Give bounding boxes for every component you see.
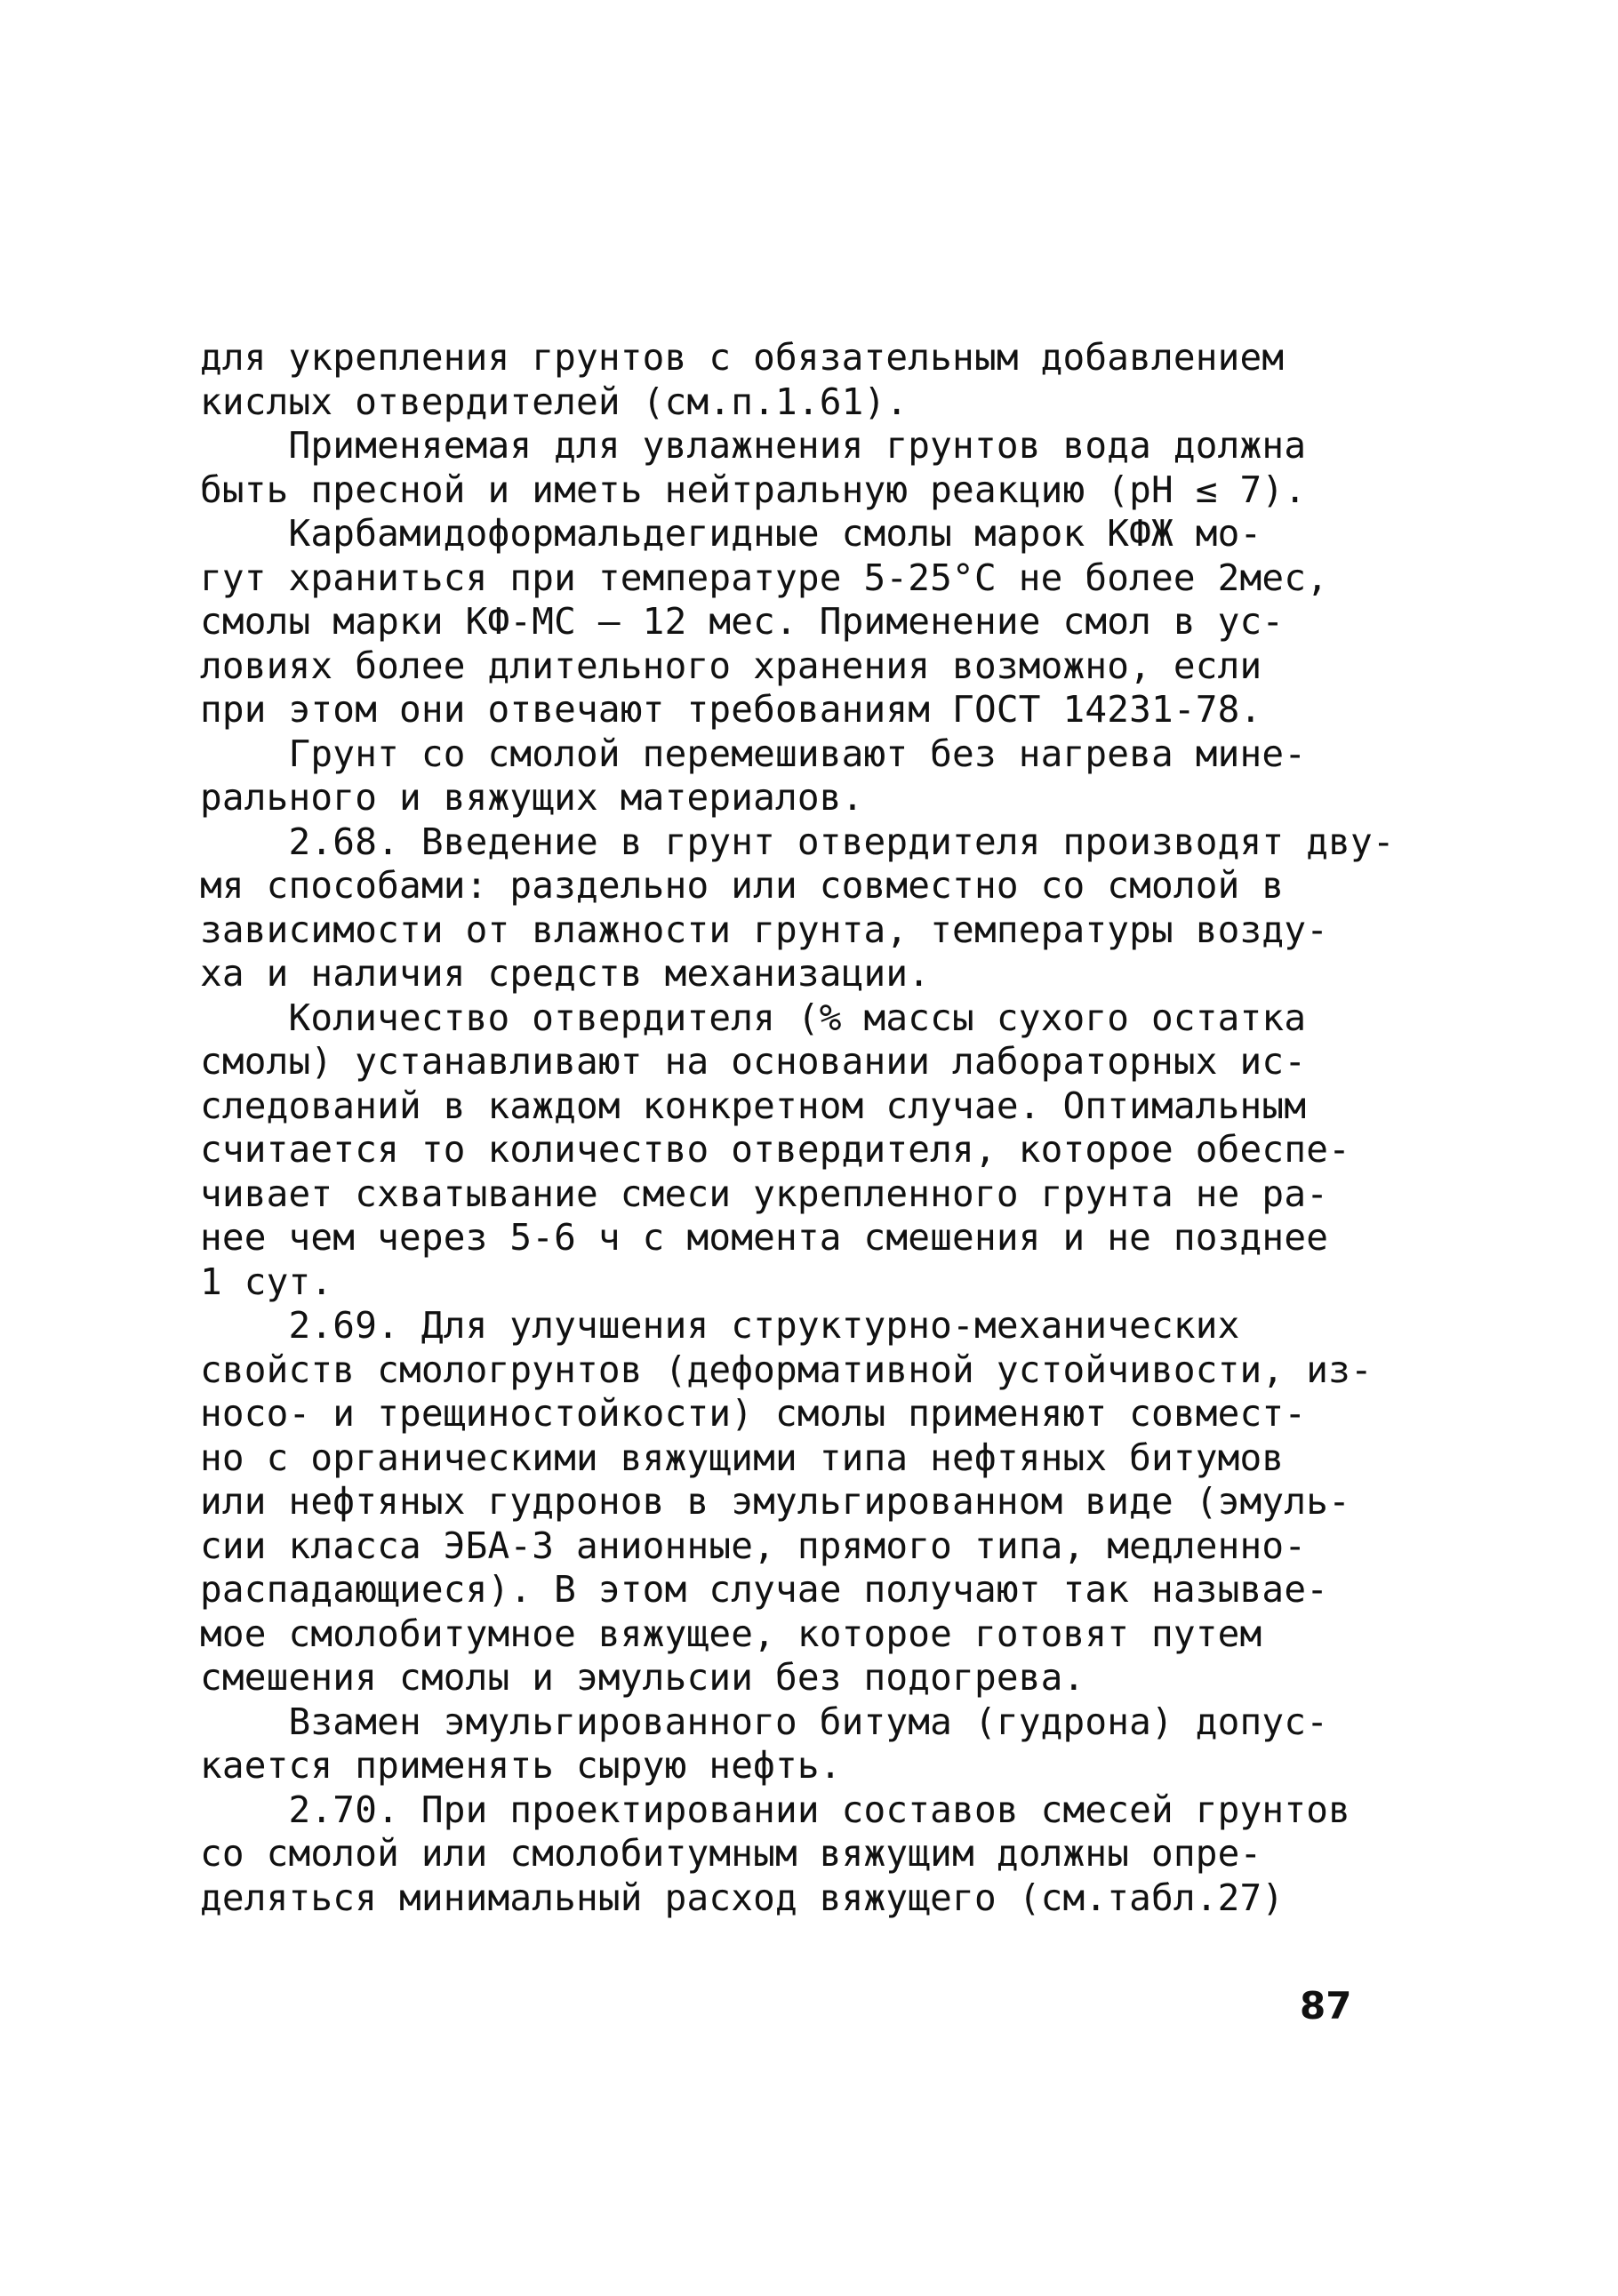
- text-line: быть пресной и иметь нейтральную реакцию (рН ≤ 7).: [200, 468, 1307, 511]
- paragraph-p8: [200, 1700, 1365, 1788]
- text-line: следований в каждом конкретном случае. Оптимальным: [200, 1084, 1307, 1127]
- body-text: [200, 336, 1395, 1920]
- text-line: мое смолобитумное вяжущее, которое готовят путем: [200, 1612, 1262, 1655]
- text-line: 2.69. Для улучшения структурно-механических: [200, 1304, 1240, 1347]
- paragraph-p7: [200, 1304, 1373, 1700]
- text-line: свойств смологрунтов (деформативной устойчивости, из-: [200, 1348, 1373, 1391]
- text-line: 2.68. Введение в грунт отвердителя производят дву-: [200, 820, 1395, 863]
- text-line: нее чем через 5-6 ч с момента смешения и не позднее: [200, 1216, 1329, 1259]
- text-line: мя способами: раздельно или совместно со смолой в: [200, 864, 1285, 907]
- text-line: ловиях более длительного хранения возможно, если: [200, 644, 1262, 687]
- paragraph-p4: [200, 732, 1365, 820]
- text-line: Взамен эмульгированного битума (гудрона) допус-: [200, 1700, 1329, 1743]
- paragraph-p9: [200, 1788, 1365, 1921]
- text-line: кислых отвердителей (см.п.1.61).: [200, 380, 909, 423]
- text-line: кается применять сырую нефть.: [200, 1744, 842, 1787]
- text-line: со смолой или смолобитумным вяжущим должны опре-: [200, 1832, 1262, 1875]
- text-line: рального и вяжущих материалов.: [200, 776, 864, 819]
- text-line: Карбамидоформальдегидные смолы марок КФЖ мо-: [200, 512, 1262, 555]
- text-line: смолы марки КФ-МС – 12 мес. Применение смол в ус-: [200, 600, 1285, 643]
- text-line: 1 сут.: [200, 1260, 333, 1303]
- text-line: Грунт со смолой перемешивают без нагрева мине-: [200, 732, 1307, 775]
- text-line: смолы) устанавливают на основании лабораторных ис-: [200, 1040, 1307, 1083]
- text-line: чивает схватывание смеси укрепленного грунта не ра-: [200, 1172, 1329, 1215]
- text-line: распадающиеся). В этом случае получают так называе-: [200, 1568, 1329, 1611]
- text-line: деляться минимальный расход вяжущего (см.табл.27): [200, 1876, 1285, 1919]
- text-line: 2.70. При проектировании составов смесей грунтов: [200, 1788, 1350, 1831]
- text-line: но с органическими вяжущими типа нефтяных битумов: [200, 1436, 1285, 1479]
- paragraph-p2: [200, 424, 1365, 512]
- text-line: смешения смолы и эмульсии без подогрева.: [200, 1656, 1085, 1699]
- text-line: считается то количество отвердителя, которое обеспе-: [200, 1128, 1350, 1171]
- paragraph-p6: [200, 996, 1365, 1305]
- text-line: при этом они отвечают требованиям ГОСТ 14231-78.: [200, 688, 1262, 731]
- text-line: Количество отвердителя (% массы сухого остатка: [200, 996, 1307, 1039]
- text-line: или нефтяных гудронов в эмульгированном виде (эмуль-: [200, 1480, 1350, 1523]
- paragraph-p1: [200, 336, 1365, 424]
- paragraph-p3: [200, 512, 1365, 732]
- text-line: гут храниться при температуре 5-25°С не более 2мес,: [200, 556, 1329, 599]
- text-line: для укрепления грунтов с обязательным добавлением: [200, 336, 1285, 379]
- paragraph-p5: [200, 820, 1395, 996]
- text-line: сии класса ЭБА-3 анионные, прямого типа, медленно-: [200, 1524, 1307, 1567]
- page-number: 87: [1300, 1984, 1352, 2028]
- text-line: ха и наличия средств механизации.: [200, 952, 931, 995]
- text-line: зависимости от влажности грунта, температуры возду-: [200, 908, 1329, 951]
- text-line: Применяемая для увлажнения грунтов вода должна: [200, 424, 1307, 467]
- text-line: носо- и трещиностойкости) смолы применяют совмест-: [200, 1392, 1307, 1435]
